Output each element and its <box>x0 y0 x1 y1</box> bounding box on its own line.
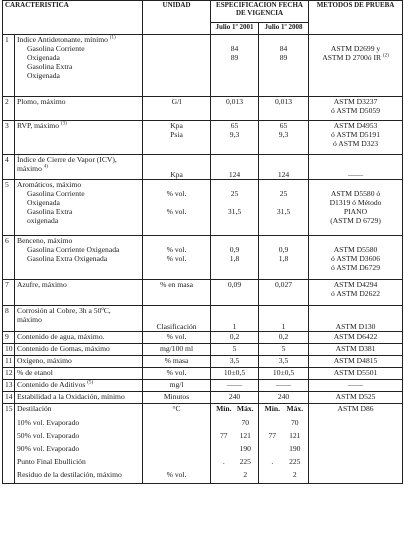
value-2001 <box>211 457 259 470</box>
table-row <box>3 431 403 444</box>
row-number: 4 <box>3 155 15 180</box>
row-label: Destilación <box>15 404 143 418</box>
value-2008 <box>259 470 309 484</box>
unit-cell <box>143 180 211 236</box>
footnote-mark: (5) <box>87 380 94 386</box>
row-label <box>15 121 143 155</box>
row-number: 14 <box>3 392 15 404</box>
header-julio-2008: Julio 1º 2008 <box>259 23 309 35</box>
unit-text: % vol. <box>166 245 187 255</box>
method-cell <box>309 431 403 444</box>
sub-label: Gasolina Corriente <box>27 189 85 199</box>
unit-cell: Kpa <box>143 155 211 180</box>
table-row <box>3 97 403 121</box>
method-cell <box>309 280 403 306</box>
header-metodos: METODOS DE PRUEBA <box>309 1 403 35</box>
unit-cell: % vol. <box>143 368 211 380</box>
row-label <box>15 380 143 392</box>
value-2008: 0,027 <box>259 280 309 306</box>
value-text: 0,9 <box>278 245 289 255</box>
unit-cell <box>143 457 211 470</box>
label-text: Aromáticos, máximo <box>17 180 82 189</box>
sub-label: Gasolina Corriente <box>27 44 85 54</box>
row-number: 15 <box>3 404 15 418</box>
method-cell: ASTM D525 <box>309 392 403 404</box>
footnote-mark: (2) <box>382 53 389 59</box>
table-row <box>3 380 403 392</box>
max-value: 225 <box>289 456 301 466</box>
sub-label: Oxigenada <box>27 198 60 208</box>
row-number: 1 <box>3 35 15 97</box>
value-2001 <box>211 35 259 97</box>
minmax-header-2001 <box>211 404 259 418</box>
table-row <box>3 180 403 236</box>
method-cell: —— <box>309 155 403 180</box>
value-text: 65 <box>279 121 288 130</box>
row-label <box>15 180 143 236</box>
value-2001 <box>211 418 259 431</box>
method-cell <box>309 470 403 484</box>
row-number: 13 <box>3 380 15 392</box>
row-number-blank <box>3 470 15 484</box>
method-text: ASTM D4953 <box>333 121 378 130</box>
min-value <box>213 444 235 453</box>
method-cell <box>309 444 403 457</box>
row-label: Residuo de la destilación, máximo <box>15 470 143 484</box>
value-2008: —— <box>259 380 309 392</box>
row-label: Plomo, máximo <box>15 97 143 121</box>
min-value <box>261 418 284 427</box>
min-value <box>213 470 235 479</box>
method-cell <box>309 457 403 470</box>
sub-label: Oxigenada <box>27 71 60 81</box>
value-2001: 240 <box>211 392 259 404</box>
unit-cell <box>143 431 211 444</box>
row-number-blank <box>3 418 15 431</box>
method-text: ó ASTM D323 <box>332 139 379 149</box>
value-2008 <box>259 236 309 280</box>
row-number: 8 <box>3 306 15 332</box>
max-value: 2 <box>243 469 248 479</box>
table-row <box>3 306 403 332</box>
max-value: 225 <box>239 456 251 466</box>
table-row <box>3 280 403 306</box>
value-text: 25 <box>230 189 239 199</box>
row-number: 9 <box>3 332 15 344</box>
value-2008: 5 <box>259 344 309 356</box>
value-2008 <box>259 180 309 236</box>
label-text: Contenido de Aditivos <box>17 380 86 389</box>
value-text: 1,8 <box>229 254 240 264</box>
row-number: 12 <box>3 368 15 380</box>
unit-cell: % vol. <box>143 332 211 344</box>
value-2001 <box>211 444 259 457</box>
label-text: Índice de Cierre de Vapor (ICV), <box>17 155 117 164</box>
min-value <box>213 418 235 427</box>
method-text: (ASTM D 6729) <box>330 216 381 226</box>
header-especificacion: ESPECIFICACION FECHA DE VIGENCIA <box>211 1 309 23</box>
label-text: RVP, máximo <box>17 121 60 130</box>
minmax-header-2008 <box>259 404 309 418</box>
method-cell <box>309 35 403 97</box>
max-label: Máx. <box>286 404 304 413</box>
header-unidad: UNIDAD <box>143 1 211 35</box>
row-number: 10 <box>3 344 15 356</box>
unit-cell <box>143 236 211 280</box>
row-number-blank <box>3 444 15 457</box>
method-cell: ASTM D5501 <box>309 368 403 380</box>
method-cell: ASTM D381 <box>309 344 403 356</box>
row-number: 3 <box>3 121 15 155</box>
unit-text: Psia <box>170 130 183 140</box>
value-text: 89 <box>279 53 288 63</box>
label-text: máximo <box>17 315 42 325</box>
row-number-blank <box>3 431 15 444</box>
row-number: 7 <box>3 280 15 306</box>
unit-cell <box>143 121 211 155</box>
method-text: ASTM D4294 <box>333 280 378 289</box>
row-label: Punto Final Ebullición <box>15 457 143 470</box>
row-label: 90% vol. Evaporado <box>15 444 143 457</box>
method-cell <box>309 180 403 236</box>
value-2008: 3,5 <box>259 356 309 368</box>
method-text: ASTM D2699 y <box>330 44 381 54</box>
sub-label: Gasolina Extra <box>27 62 73 72</box>
value-text: 9,3 <box>278 130 289 140</box>
row-label: 50% vol. Evaporado <box>15 431 143 444</box>
specification-table <box>2 0 403 484</box>
value-2001: 3,5 <box>211 356 259 368</box>
value-text: 65 <box>230 121 239 130</box>
method-cell: —— <box>309 380 403 392</box>
value-2008 <box>259 431 309 444</box>
method-cell <box>309 97 403 121</box>
label-text: máximo <box>17 164 42 174</box>
max-value: 121 <box>289 430 301 440</box>
table-row <box>3 444 403 457</box>
value-2001: 5 <box>211 344 259 356</box>
row-label: Contenido de Gomas, máximo <box>15 344 143 356</box>
table-row <box>3 457 403 470</box>
method-cell: ASTM D4815 <box>309 356 403 368</box>
value-2001: 124 <box>211 155 259 180</box>
sub-label: Gasolina Extra Oxigenada <box>27 254 108 264</box>
sub-label: oxigenada <box>27 216 59 226</box>
table-row <box>3 368 403 380</box>
unit-text: % vol. <box>166 207 187 217</box>
value-text: 84 <box>279 44 288 54</box>
value-text: 9,3 <box>229 130 240 140</box>
unit-cell: % en masa <box>143 280 211 306</box>
value-2008 <box>259 457 309 470</box>
value-2001: 0,2 <box>211 332 259 344</box>
unit-text: % vol. <box>166 254 187 264</box>
value-2001: 1 <box>211 306 259 332</box>
min-value <box>261 444 284 453</box>
header-julio-2001: Julio 1º 2001 <box>211 23 259 35</box>
row-label: Contenido de agua, máximo. <box>15 332 143 344</box>
row-label: Azufre, máximo <box>15 280 143 306</box>
method-cell: ASTM D86 <box>309 404 403 418</box>
max-value: 190 <box>289 443 301 453</box>
unit-text: % vol. <box>166 189 187 199</box>
max-value: 121 <box>239 430 251 440</box>
label-text: Corrosión al Cobre, 3h a 50ºC, <box>17 306 111 315</box>
method-cell: ASTM D130 <box>309 306 403 332</box>
row-label <box>15 155 143 180</box>
value-2008: 1 <box>259 306 309 332</box>
unit-cell: °C <box>143 404 211 418</box>
value-2001 <box>211 236 259 280</box>
unit-text: Kpa <box>170 121 183 130</box>
table-row <box>3 155 403 180</box>
value-2008: 0,2 <box>259 332 309 344</box>
label-text: Benceno, máximo <box>17 236 73 245</box>
method-text: PIANO <box>343 207 368 217</box>
value-text: 84 <box>230 44 239 54</box>
value-2008: 0,013 <box>259 97 309 121</box>
row-number: 2 <box>3 97 15 121</box>
method-text: ASTM D5580 <box>333 245 378 255</box>
min-label: Mín. <box>216 404 232 413</box>
method-text: ASTM D5580 ó <box>330 189 381 199</box>
value-2008 <box>259 35 309 97</box>
unit-cell <box>143 418 211 431</box>
min-value: 77 <box>268 430 277 440</box>
value-2008 <box>259 121 309 155</box>
method-text: ASTM D3237 <box>333 97 378 106</box>
value-text: 31,5 <box>227 207 242 217</box>
unit-cell: Minutos <box>143 392 211 404</box>
header-caracteristica: CARACTERISTICA <box>3 1 143 35</box>
value-2001 <box>211 431 259 444</box>
row-number: 5 <box>3 180 15 236</box>
value-2001: 0,09 <box>211 280 259 306</box>
value-2008 <box>259 418 309 431</box>
row-number: 6 <box>3 236 15 280</box>
sub-label: Oxigenada <box>27 53 60 63</box>
value-2001 <box>211 121 259 155</box>
method-text: ó ASTM D5059 <box>331 106 380 116</box>
method-cell <box>309 236 403 280</box>
label-text: Indice Antidetonante, mínimo <box>17 35 108 44</box>
max-value: 70 <box>290 417 299 427</box>
method-text: ASTM D 2700ó IR <box>322 53 382 63</box>
row-label <box>15 306 143 332</box>
value-text: 0,9 <box>229 245 240 255</box>
footnote-mark: (1) <box>109 35 116 41</box>
table-row <box>3 470 403 484</box>
unit-cell: mg/l <box>143 380 211 392</box>
table-row <box>3 392 403 404</box>
max-value: 2 <box>292 469 297 479</box>
min-value: 77 <box>219 430 228 440</box>
value-2001: 0,013 <box>211 97 259 121</box>
method-text: ó ASTM D6729 <box>331 263 380 273</box>
value-2008: 124 <box>259 155 309 180</box>
table-row <box>3 418 403 431</box>
table-row <box>3 332 403 344</box>
table-row <box>3 356 403 368</box>
table-row <box>3 236 403 280</box>
table-row <box>3 404 403 418</box>
value-text: 31,5 <box>276 207 291 217</box>
max-value: 70 <box>241 417 250 427</box>
unit-cell: % vol. <box>143 470 211 484</box>
value-2001 <box>211 180 259 236</box>
table-row <box>3 121 403 155</box>
method-text: D1319 ó Método <box>329 198 382 208</box>
method-text: ó ASTM D2622 <box>331 289 380 299</box>
row-number-blank <box>3 457 15 470</box>
min-label: Mín. <box>264 404 280 413</box>
min-value: . <box>222 456 225 466</box>
row-label: % de etanol <box>15 368 143 380</box>
method-text: ó ASTM D3606 <box>331 254 380 264</box>
max-value: 190 <box>239 443 251 453</box>
sub-label: Gasolina Extra <box>27 207 73 217</box>
method-cell <box>309 121 403 155</box>
value-text: 89 <box>230 53 239 63</box>
value-2001 <box>211 470 259 484</box>
value-2001: 10±0,5 <box>211 368 259 380</box>
row-label: Estabilidad a la Oxidación, mínimo <box>15 392 143 404</box>
value-2008: 240 <box>259 392 309 404</box>
unit-cell: mg/100 ml <box>143 344 211 356</box>
value-2008 <box>259 444 309 457</box>
min-value: . <box>271 456 274 466</box>
footnote-mark: 4) <box>43 164 48 170</box>
row-label <box>15 236 143 280</box>
method-cell <box>309 418 403 431</box>
value-text: 25 <box>279 189 288 199</box>
table-row <box>3 35 403 97</box>
row-label <box>15 35 143 97</box>
table-row <box>3 344 403 356</box>
unit-cell <box>143 35 211 97</box>
method-cell: ASTM D6422 <box>309 332 403 344</box>
method-text: ó ASTM D5191 <box>331 130 380 140</box>
sub-label: Gasolina Corriente Oxigenada <box>27 245 120 255</box>
unit-cell <box>143 444 211 457</box>
row-label: Oxígeno, máximo <box>15 356 143 368</box>
value-2001: —— <box>211 380 259 392</box>
row-number: 11 <box>3 356 15 368</box>
row-label: 10% vol. Evaporado <box>15 418 143 431</box>
max-label: Máx. <box>236 404 254 413</box>
value-2008: 10±0,5 <box>259 368 309 380</box>
value-text: 1,8 <box>278 254 289 264</box>
unit-cell: G/l <box>143 97 211 121</box>
unit-cell: % masa <box>143 356 211 368</box>
min-value <box>261 470 284 479</box>
unit-cell: Clasificación <box>143 306 211 332</box>
footnote-mark: (3) <box>60 121 67 127</box>
